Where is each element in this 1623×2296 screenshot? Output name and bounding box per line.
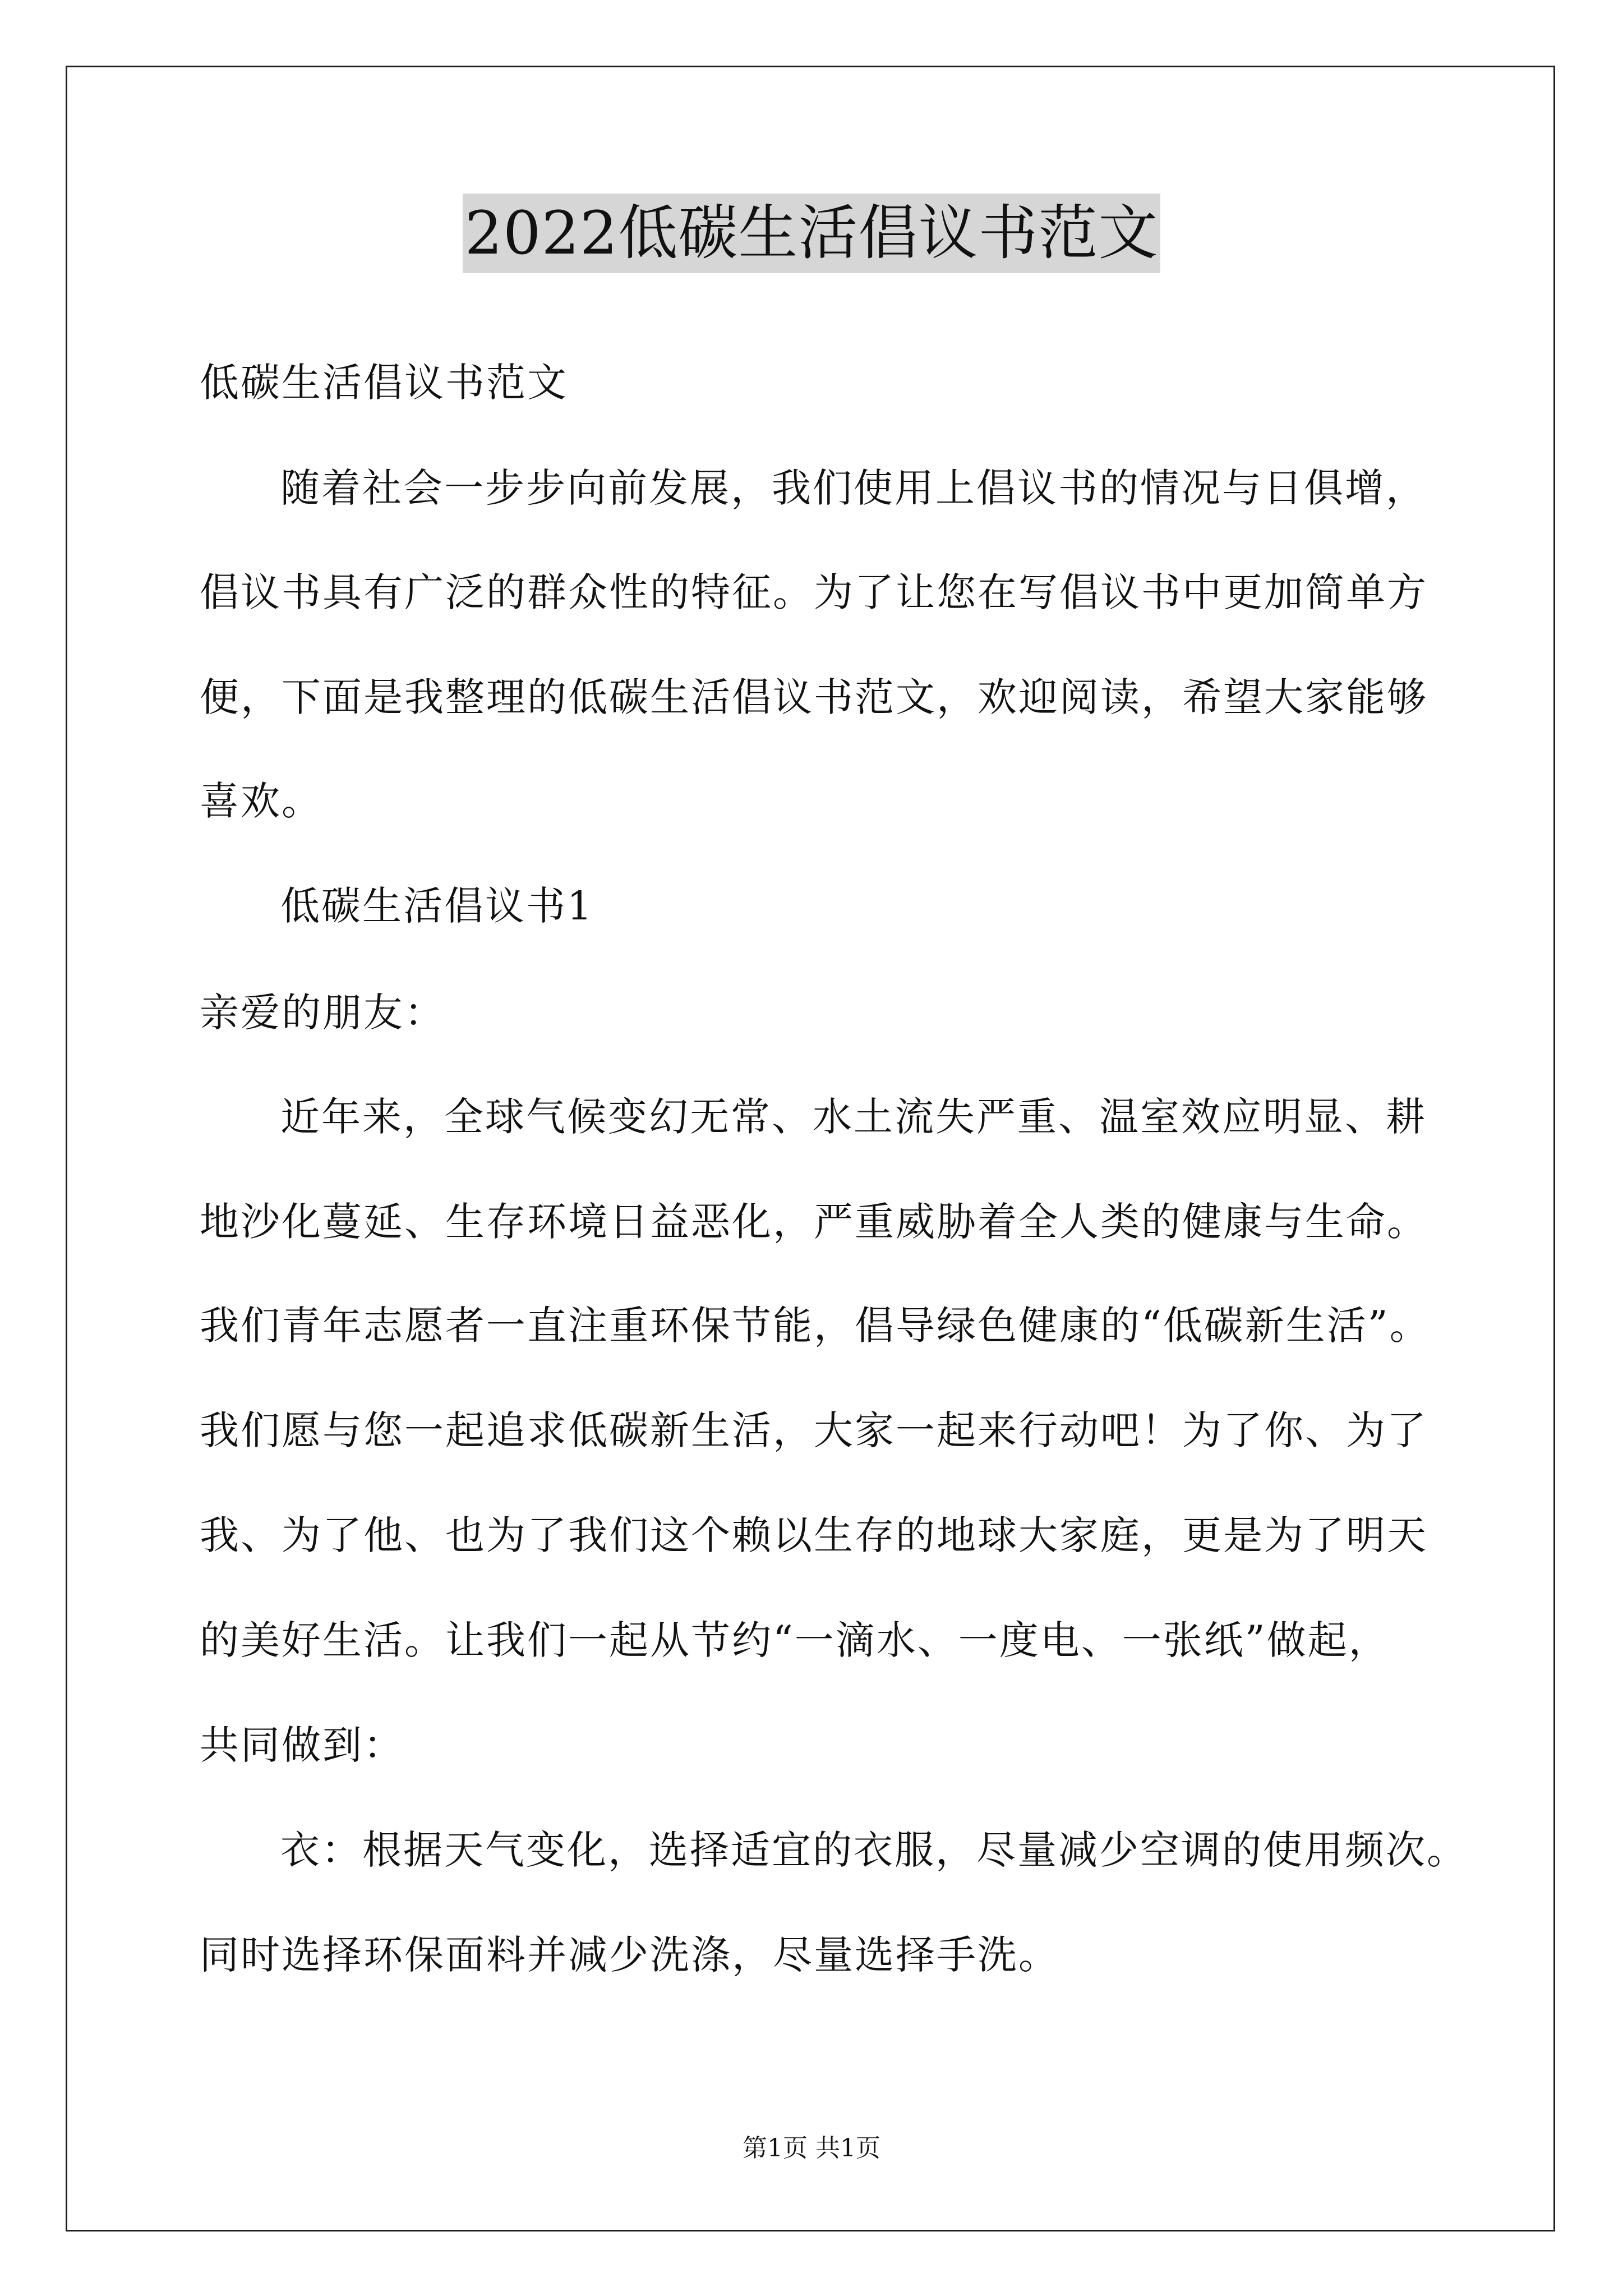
title-container: [0, 194, 1623, 273]
paragraph-line: 我们愿与您一起追求低碳新生活，大家一起来行动吧！为了你、为了: [200, 1407, 1428, 1453]
paragraph-line: 随着社会一步步向前发展，我们使用上倡议书的情况与日俱增，: [280, 465, 1427, 511]
section-heading: 低碳生活倡议书1: [280, 883, 594, 929]
paragraph-line: 衣：根据天气变化，选择适宜的衣服，尽量减少空调的使用频次。: [280, 1827, 1468, 1873]
paragraph-line: 共同做到：: [200, 1722, 404, 1768]
paragraph-line: 近年来，全球气候变幻无常、水土流失严重、温室效应明显、耕: [280, 1094, 1427, 1140]
paragraph-line: 便，下面是我整理的低碳生活倡议书范文，欢迎阅读，希望大家能够: [200, 674, 1428, 720]
page-footer: 第1页 共1页: [743, 2134, 880, 2162]
paragraph-line: 我们青年志愿者一直注重环保节能，倡导绿色健康的“低碳新生活”。: [200, 1303, 1431, 1349]
paragraph-line: 喜欢。: [200, 778, 322, 824]
document-title: 2022低碳生活倡议书范文: [463, 194, 1161, 273]
salutation: 亲爱的朋友：: [200, 990, 445, 1036]
paragraph-line: 倡议书具有广泛的群众性的特征。为了让您在写倡议书中更加简单方: [200, 569, 1428, 615]
paragraph-line: 的美好生活。让我们一起从节约“一滴水、一度电、一张纸”做起，: [200, 1617, 1390, 1663]
paragraph-line: 同时选择环保面料并减少洗涤，尽量选择手洗。: [200, 1932, 1059, 1978]
paragraph-line: 我、为了他、也为了我们这个赖以生存的地球大家庭，更是为了明天: [200, 1512, 1428, 1558]
paragraph-line: 地沙化蔓延、生存环境日益恶化，严重威胁着全人类的健康与生命。: [200, 1199, 1428, 1245]
subtitle-line: 低碳生活倡议书范文: [200, 360, 568, 406]
